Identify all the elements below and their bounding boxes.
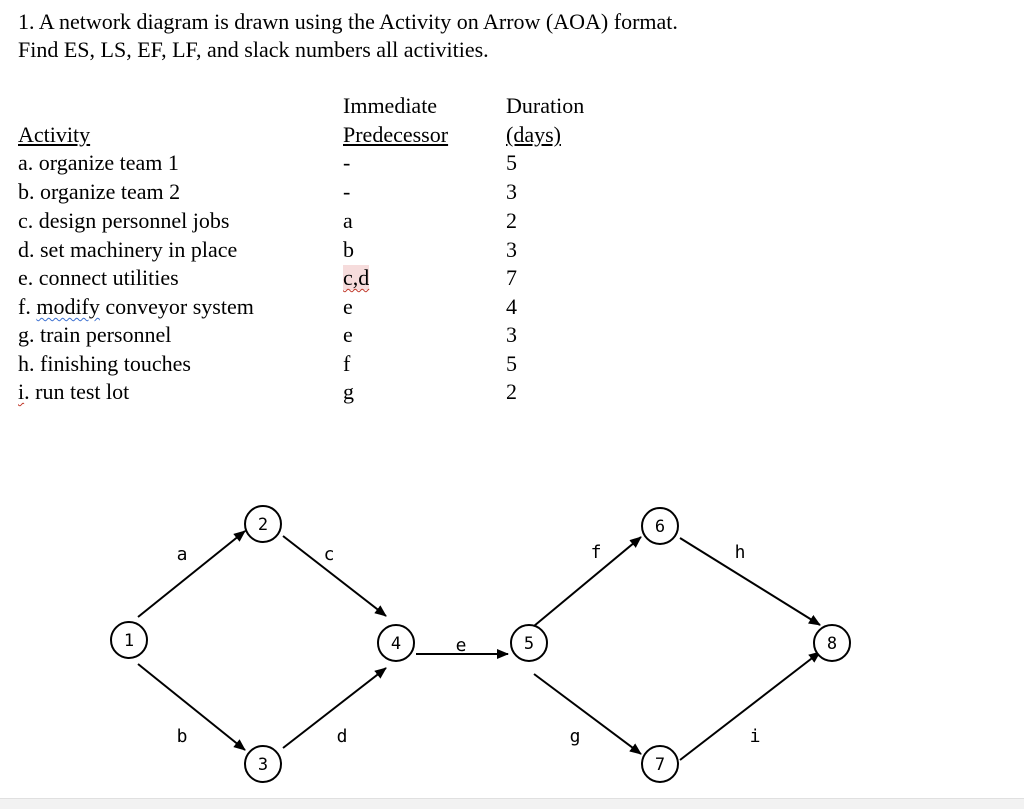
edge-d [283,668,386,748]
edge-b [138,664,245,750]
activity-name: a. organize team 1 [18,150,179,175]
node-label: 6 [654,517,666,537]
activity-name: c. design personnel jobs [18,208,230,233]
predecessor-header-top: Immediate [343,93,438,118]
node-label: 7 [654,755,666,775]
edge-h [680,538,820,625]
activity-prefix: i [18,379,25,404]
node-6 [642,508,678,544]
node-label: 2 [257,515,269,535]
edge-label-d: d [336,726,348,747]
activity-duration: 4 [506,294,517,319]
node-1 [111,622,147,658]
activity-predecessor: e [343,322,353,347]
activity-predecessor: g [343,379,354,404]
edge-label-c: c [323,544,335,565]
activity-predecessor: e [343,294,353,319]
edge-label-e: e [455,635,467,656]
edge-g [534,674,641,754]
activity-duration: 2 [506,208,517,233]
activity-duration: 7 [506,265,517,290]
duration-header-bottom: (days) [506,122,561,147]
predecessor-header-bottom: Predecessor [343,122,449,147]
activity-name: g. train personnel [18,322,172,347]
edge-a [138,531,245,617]
activity-name: h. finishing touches [18,351,191,376]
node-5 [511,625,547,661]
activity-predecessor: f [343,351,351,376]
edge-f [534,537,641,626]
node-label: 3 [257,755,269,775]
edge-label-h: h [734,542,746,563]
activity-suffix: . run test lot [24,379,130,404]
edge-label-f: f [590,542,602,563]
activity-predecessor: - [343,179,351,204]
node-label: 1 [123,631,135,651]
node-label: 8 [826,634,838,654]
node-label: 5 [523,634,535,654]
activity-duration: 3 [506,179,517,204]
activity-predecessor: b [343,237,354,262]
duration-header-top: Duration [506,93,585,118]
question-line-1: 1. A network diagram is drawn using the Activity on Arrow (AOA) format. [18,9,678,34]
activity-predecessor: a [343,208,353,233]
activity-name: b. organize team 2 [18,179,181,204]
activity-name: d. set machinery in place [18,237,238,262]
spellcheck-word: modify [36,294,100,319]
activity-prefix: f. [18,294,37,319]
node-8 [814,625,850,661]
page-bottom-edge [0,798,1024,809]
activity-duration: 2 [506,379,517,404]
question-line-2: Find ES, LS, EF, LF, and slack numbers all activities. [18,37,489,62]
node-2 [245,506,281,542]
activity-duration: 5 [506,150,517,175]
activity-duration: 5 [506,351,517,376]
activity-duration: 3 [506,237,517,262]
activity-duration: 3 [506,322,517,347]
node-label: 4 [390,634,402,654]
node-3 [245,746,281,782]
activity-predecessor: - [343,150,351,175]
edge-label-g: g [569,726,581,747]
edge-label-b: b [176,726,188,747]
node-4 [378,625,414,661]
edge-label-a: a [176,544,188,565]
node-7 [642,746,678,782]
activity-suffix: conveyor system [99,294,254,319]
activity-name: e. connect utilities [18,265,179,290]
predecessor-cd: c,d [343,265,370,290]
edge-c [283,536,386,616]
activity-header: Activity [18,122,91,147]
edge-label-i: i [749,726,761,747]
